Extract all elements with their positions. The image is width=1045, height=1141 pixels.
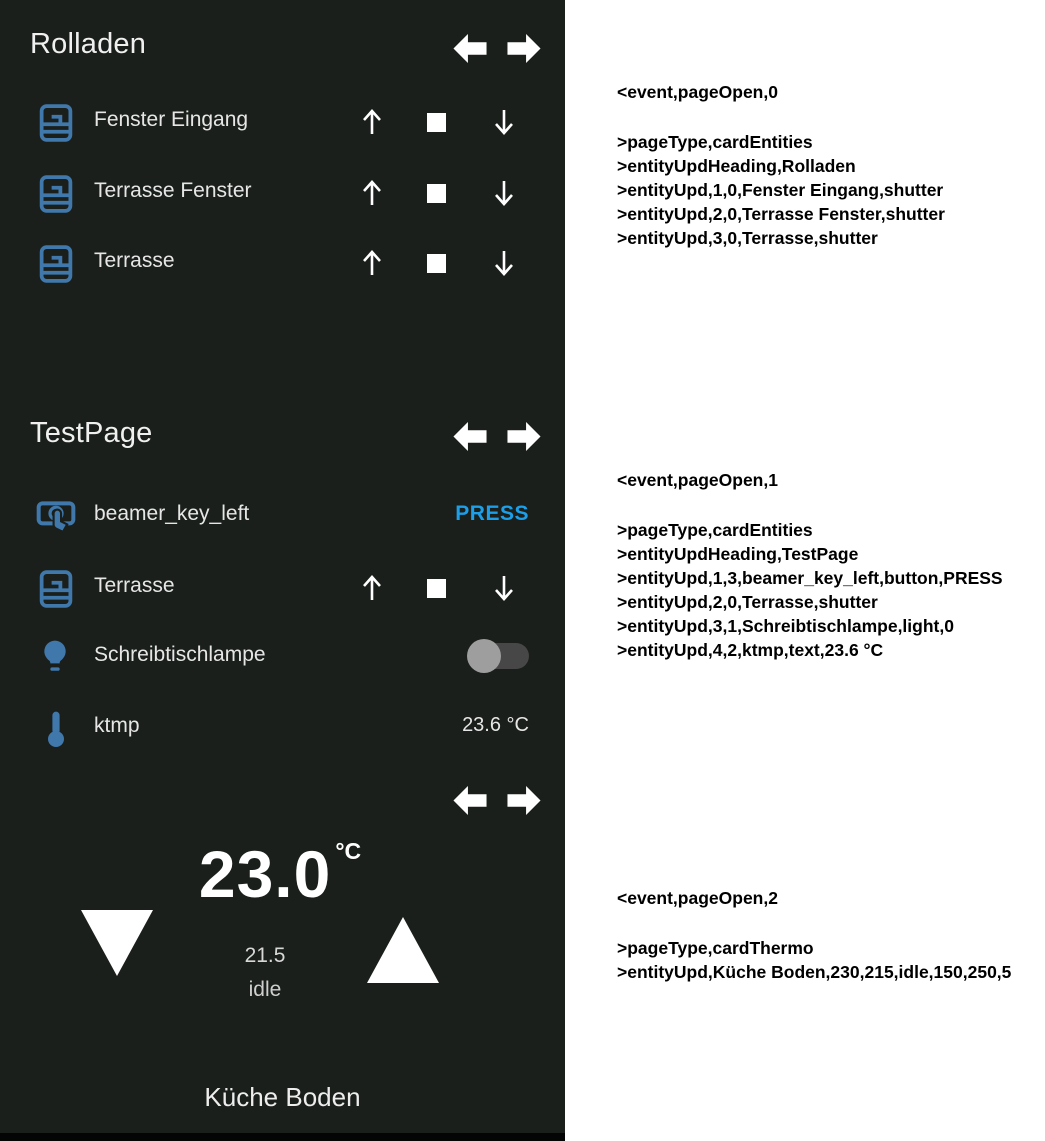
entity-label: ktmp [94, 714, 140, 737]
tap-button-icon [36, 497, 76, 537]
entity-label: Terrasse [94, 574, 175, 597]
page-title: Rolladen [30, 28, 147, 60]
light-toggle-switch[interactable] [473, 643, 529, 669]
log-line: >entityUpd,Küche Boden,230,215,idle,150,250,5 [617, 962, 1012, 982]
card-thermo-kueche-boden [0, 754, 565, 1133]
shutter-icon [36, 244, 76, 284]
log-line: >entityUpd,1,0,Fenster Eingang,shutter [617, 180, 944, 200]
log-line: >entityUpd,3,1,Schreibtischlampe,light,0 [617, 616, 954, 636]
log-line: >pageType,cardThermo [617, 938, 814, 958]
shutter-stop-icon[interactable] [424, 106, 448, 138]
entity-label: beamer_key_left [94, 502, 250, 525]
card-entities-testpage [0, 377, 565, 754]
shutter-up-icon[interactable] [360, 106, 384, 138]
next-page-arrow-icon[interactable] [505, 33, 543, 64]
entity-label: Terrasse Fenster [94, 179, 252, 202]
shutter-down-icon[interactable] [492, 572, 516, 604]
shutter-icon [36, 103, 76, 143]
thermometer-icon [40, 709, 80, 749]
page-nav [451, 785, 543, 816]
shutter-stop-icon[interactable] [424, 247, 448, 279]
setpoint-decrease-button[interactable] [80, 909, 154, 982]
entity-label: Schreibtischlampe [94, 643, 266, 666]
page-nav [451, 421, 543, 452]
shutter-up-icon[interactable] [360, 572, 384, 604]
log-line: >entityUpdHeading,Rolladen [617, 156, 856, 176]
setpoint-value: 21.5 [244, 944, 286, 967]
log-line: <event,pageOpen,2 [617, 888, 778, 908]
shutter-icon [36, 174, 76, 214]
shutter-stop-icon[interactable] [424, 572, 448, 604]
log-line: >pageType,cardEntities [617, 132, 813, 152]
log-line: >entityUpd,2,0,Terrasse Fenster,shutter [617, 204, 945, 224]
log-line: >entityUpd,3,0,Terrasse,shutter [617, 228, 878, 248]
shutter-up-icon[interactable] [360, 177, 384, 209]
log-line: <event,pageOpen,0 [617, 82, 778, 102]
shutter-down-icon[interactable] [492, 106, 516, 138]
page-nav [451, 33, 543, 64]
shutter-up-icon[interactable] [360, 247, 384, 279]
shutter-stop-icon[interactable] [424, 177, 448, 209]
entity-row-shutter [30, 566, 543, 612]
next-page-arrow-icon[interactable] [505, 421, 543, 452]
temperature-unit: °C [335, 838, 362, 864]
screen-bottom-border [0, 1133, 565, 1141]
protocol-log-column [565, 0, 1045, 1141]
log-line: >entityUpd,4,2,ktmp,text,23.6 °C [617, 640, 884, 660]
entity-row-light [30, 635, 543, 681]
log-line: >pageType,cardEntities [617, 520, 813, 540]
shutter-down-icon[interactable] [492, 247, 516, 279]
log-line: <event,pageOpen,1 [617, 470, 778, 490]
prev-page-arrow-icon[interactable] [451, 421, 489, 452]
entity-row-button [30, 494, 543, 540]
press-button[interactable]: PRESS [455, 502, 529, 525]
lightbulb-icon [36, 638, 76, 678]
log-line: >entityUpd,1,3,beamer_key_left,button,PRESS [617, 568, 1003, 588]
log-block-page2 [617, 886, 1011, 984]
next-page-arrow-icon[interactable] [505, 785, 543, 816]
current-temperature [150, 836, 410, 912]
toggle-knob [467, 639, 501, 673]
card-entities-rolladen [0, 0, 565, 377]
entity-label: Fenster Eingang [94, 108, 249, 131]
thermostat-title: Küche Boden [204, 1082, 361, 1112]
prev-page-arrow-icon[interactable] [451, 785, 489, 816]
entity-row-shutter [30, 100, 543, 146]
sensor-value: 23.6 °C [462, 714, 529, 736]
shutter-down-icon[interactable] [492, 177, 516, 209]
entity-label: Terrasse [94, 249, 175, 272]
hvac-state: idle [248, 978, 282, 1001]
page-title: TestPage [30, 417, 153, 449]
log-line: >entityUpd,2,0,Terrasse,shutter [617, 592, 878, 612]
log-block-page0 [617, 80, 945, 250]
entity-row-shutter [30, 241, 543, 287]
entity-row-shutter [30, 171, 543, 217]
log-block-page1 [617, 468, 1003, 662]
current-temperature-value: 23.0 [198, 837, 332, 911]
entity-row-text [30, 706, 543, 752]
log-line: >entityUpdHeading,TestPage [617, 544, 859, 564]
prev-page-arrow-icon[interactable] [451, 33, 489, 64]
shutter-icon [36, 569, 76, 609]
